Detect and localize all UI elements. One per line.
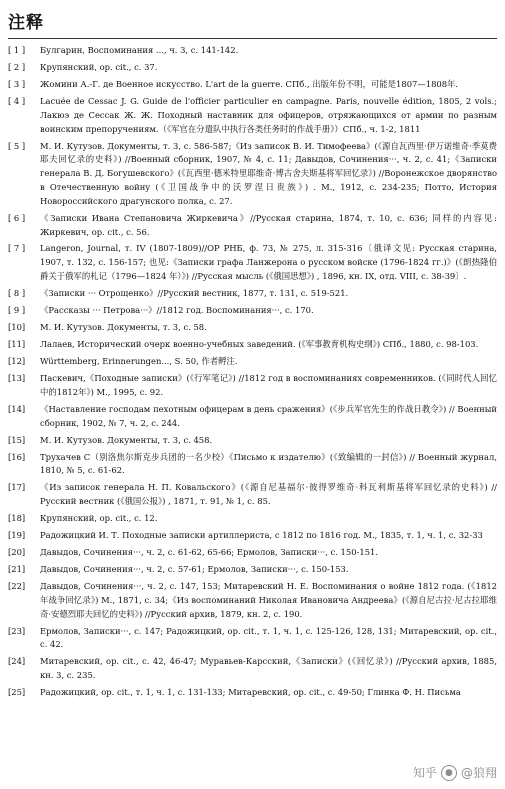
note-number: [ 6 ]: [8, 212, 26, 223]
note-number: [16]: [8, 451, 26, 462]
note-number: [ 8 ]: [8, 288, 26, 299]
note-text: Давыдов, Сочинения···, ч. 2, с. 57-61; Ермолов, Записки···, с. 150-153.: [40, 564, 349, 575]
note-number: [24]: [8, 656, 26, 667]
note-item: [8, 655, 497, 683]
note-number: [ 4 ]: [8, 95, 26, 106]
note-item: [8, 403, 497, 431]
note-number: [18]: [8, 513, 26, 524]
note-text: Ермолов, Записки···, с. 147; Радожицкий, op. cit., т. 1, ч. 1, с. 125-126, 128, 131; Митаревский, op. cit., с. 42.: [40, 625, 497, 650]
note-item: [8, 686, 497, 700]
note-text: Крупянский, op. cit., с. 37.: [40, 61, 158, 72]
note-item: [8, 44, 497, 58]
watermark-site: 知乎: [412, 766, 437, 780]
note-number: [ 2 ]: [8, 61, 26, 72]
note-number: [14]: [8, 403, 26, 414]
note-text: Жомини А.-Г. де Военное искусство. L'art de la guerre. СПб., 出版年份不明，可能是1807—1808年.: [40, 78, 459, 89]
note-item: [8, 140, 497, 209]
note-item: [8, 338, 497, 352]
note-item: [8, 78, 497, 92]
note-number: [ 3 ]: [8, 78, 26, 89]
note-text: 《Рассказы ··· Петрова···》//1812 год. Воспоминания···, с. 170.: [40, 305, 314, 316]
note-number: [13]: [8, 372, 26, 383]
page-title: 注释: [8, 13, 44, 33]
note-text: Давыдов, Сочинения···, ч. 2, с. 61-62, 65-66; Ермолов, Записки···, с. 150-151.: [40, 547, 379, 558]
note-item: [8, 321, 497, 335]
note-number: [ 1 ]: [8, 45, 26, 55]
note-text: Langeron, Journal, т. IV (1807-1809)//OP PHБ, ф. 73, № 275, л. 315-316〔俄译文见: Русская старина, 1907, т. 132, с. 156-157; 也见:《Записки графа Ланжерона о русском войске (1796-1824 гг.)》(《朗热隆伯爵关于俄军的札记（1796—1824 年）》) //Русская мысль (《俄国思想》) , 1896, кн. IX, отд. VIII, с. 38-39〕.: [40, 243, 497, 282]
note-text: Радожицкий, op. cit., т. 1, ч. 1, с. 131-133; Митаревский, op. cit., с. 49-50; Глинка Ф. Н. Письма: [40, 687, 461, 698]
note-item: [8, 481, 497, 509]
note-number: [17]: [8, 482, 26, 493]
note-item: [8, 434, 497, 448]
note-text: Крупянский, op. cit., с. 12.: [40, 513, 158, 524]
note-text: М. И. Кутузов. Документы, т. 3, с. 58.: [40, 322, 207, 333]
note-text: М. И. Кутузов. Документы, т. 3, с. 458.: [40, 434, 213, 445]
note-number: [25]: [8, 687, 26, 698]
note-item: [8, 95, 497, 136]
note-number: [ 7 ]: [8, 243, 26, 254]
note-item: [8, 287, 497, 301]
note-text: 《Записки ··· Отрощенко》//Русский вестник, 1877, т. 131, с. 519-521.: [40, 288, 349, 299]
note-item: [8, 212, 497, 240]
note-number: [22]: [8, 581, 26, 592]
note-number: [ 5 ]: [8, 140, 26, 151]
notes-list: [8, 44, 497, 703]
note-text: Трухачев С（别洛焦尔斯克步兵团的一名少校）《Письмо к издателю》(《致编辑的一封信》) // Военный журнал, 1810, № 5, с. 61-62.: [40, 451, 497, 476]
note-item: [8, 372, 497, 400]
note-item: [8, 61, 497, 75]
note-item: [8, 546, 497, 560]
note-text: Württemberg, Erinnerungen..., S. 50, 作者孵注.: [40, 356, 238, 366]
note-item: [8, 304, 497, 318]
note-item: [8, 512, 497, 526]
note-number: [ 9 ]: [8, 305, 26, 316]
note-text: Lacuée de Cessac J. G. Guide de l'officier particulier en campagne. Paris, nouvelle édition, 1805, 2 vols.; Лакюэ де Сессак Ж. Ж. Походный наставник для офицеров, отряжающихся от армии по разным воинским препоручениям.（《军官在分遣队中执行各类任务时的作战手册》）СПб., ч. 1-2, 1811: [40, 95, 497, 134]
note-number: [20]: [8, 547, 26, 558]
note-item: [8, 563, 497, 577]
note-text: Лалаев, Исторический очерк военно-учебных заведений. (《军事教育机构史纲》) СПб., 1880, с. 98-103.: [40, 339, 479, 350]
note-text: Давыдов, Сочинения···, ч. 2, с. 147, 153; Митаревский Н. Е. Воспоминания о войне 1812 года. (《1812年战争回忆录》) М., 1871, с. 34;《Из воспоминаний Николая Ивановича Андреева》(《源自尼古拉·尼古拉耶维奇·安德烈耶夫回忆的史料》) //Русский архив, 1879, кн. 2, с. 190.: [40, 581, 497, 619]
note-item: [8, 580, 497, 621]
note-text: М. И. Кутузов. Документы, т. 3, с. 586-587;《Из записок В. И. Тимофеева》(《源自瓦西里·伊万诺维奇·季莫费耶夫回忆录的史料》) //Военный сборник, 1907, № 4, с. 11; Давыдов, Сочинения···, ч. 2, с. 41;《Записки генерала В. Д. Богушевского》(《瓦西里·德米特里耶维奇·博古舍夫斯基将军回忆录》) //Воронежское дворянство в Отечественную войну (《卫国战争中的沃罗涅日贵族》) . М., 1912, с. 234-235; Потто, История Новороссийского драгунского полка, с. 27.: [40, 140, 497, 206]
note-number: [19]: [8, 530, 26, 541]
note-number: [12]: [8, 356, 26, 366]
note-item: [8, 625, 497, 653]
note-text: Радожицкий И. Т. Походные записки артиллериста, с 1812 по 1816 год. М., 1835, т. 1, ч. 1, с. 32-33: [40, 530, 483, 541]
note-item: [8, 242, 497, 283]
note-number: [23]: [8, 625, 26, 636]
note-number: [11]: [8, 339, 26, 350]
note-text: 《Наставление господам пехотным офицерам в день сражения》(《步兵军官先生的作战日教令》) // Военный сборник, 1902, № 7, ч. 2, с. 244.: [40, 403, 497, 428]
watermark-author: @狼翔: [460, 766, 497, 780]
zhihu-logo-icon: ●: [441, 765, 457, 781]
note-item: [8, 355, 497, 369]
note-item: [8, 529, 497, 543]
note-text: Паскевич,《Походные записки》(《行军笔记》) //1812 год в воспоминаниях современников. (《同时代人回忆中的1812年》) М., 1995, с. 92.: [40, 372, 497, 397]
note-number: [21]: [8, 564, 26, 575]
note-item: [8, 451, 497, 479]
note-text: 《Записки Ивана Степановича Жиркевича》//Русская старина, 1874, т. 10, с. 636; 同样的内容见: Жиркевич, op. cit., с. 56.: [40, 212, 497, 237]
title-divider: [8, 38, 497, 39]
note-text: Булгарин, Воспоминания ..., ч. 3, с. 141-142.: [40, 45, 239, 55]
note-number: [10]: [8, 322, 26, 333]
watermark: [413, 764, 497, 781]
note-text: Митаревский, op. cit., с. 42, 46-47; Муравьев-Карсский,《Записки》(《回忆录》) //Русский архив, 1885, кн. 3, с. 235.: [40, 656, 497, 681]
note-text: 《Из записок генерала Н. П. Ковальского》(《源自尼基福尔·彼得罗维奇·科瓦利斯基将军回忆录的史料》) //Русский вестник (《俄国公报》) , 1871, т. 91, № 1, с. 85.: [40, 482, 497, 507]
note-number: [15]: [8, 434, 26, 445]
